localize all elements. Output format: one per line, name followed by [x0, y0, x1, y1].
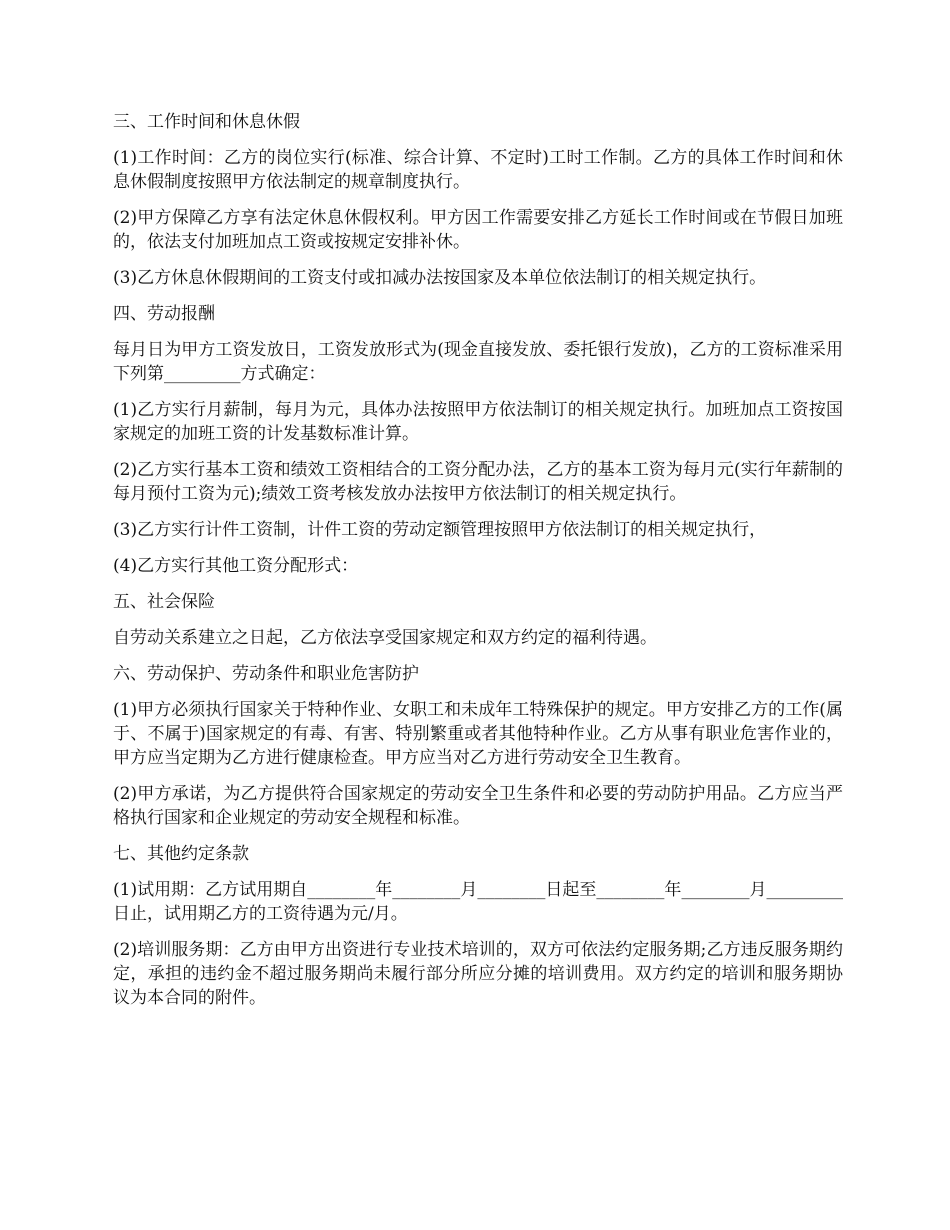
section-heading-remuneration: 四、劳动报酬: [113, 304, 215, 324]
paragraph-remuneration-2: (2)乙方实行基本工资和绩效工资相结合的工资分配办法，乙方的基本工资为每月元(实行年薪制的每月预付工资为元);绩效工资考核发放办法按甲方依法制订的相关规定执行。: [113, 460, 843, 504]
paragraph-probation: (1)试用期：乙方试用期自________年________月________日起至________年________月_________日止，试用期乙方的工资待遇为元/月。: [113, 880, 843, 924]
document-body: [113, 110, 843, 1022]
paragraph-work-hours-1: (1)工作时间：乙方的岗位实行(标准、综合计算、不定时)工时工作制。乙方的具体工作时间和休息休假制度按照甲方依法制定的规章制度执行。: [113, 148, 843, 192]
paragraph-payday: 每月日为甲方工资发放日，工资发放形式为(现金直接发放、委托银行发放)，乙方的工资标准采用下列第_________方式确定：: [113, 340, 843, 384]
paragraph-work-hours-3: (3)乙方休息休假期间的工资支付或扣减办法按国家及本单位依法制订的相关规定执行。: [113, 268, 767, 288]
section-heading-other-terms: 七、其他约定条款: [113, 844, 249, 864]
paragraph-remuneration-3: (3)乙方实行计件工资制，计件工资的劳动定额管理按照甲方依法制订的相关规定执行，: [113, 520, 767, 540]
paragraph-labor-protection-2: (2)甲方承诺，为乙方提供符合国家规定的劳动安全卫生条件和必要的劳动防护用品。乙方应当严格执行国家和企业规定的劳动安全规程和标准。: [113, 784, 843, 828]
paragraph-labor-protection-1: (1)甲方必须执行国家关于特种作业、女职工和未成年工特殊保护的规定。甲方安排乙方的工作(属于、不属于)国家规定的有毒、有害、特别繁重或者其他特种作业。乙方从事有职业危害作业的，甲方应当定期为乙方进行健康检查。甲方应当对乙方进行劳动安全卫生教育。: [113, 700, 843, 768]
section-heading-labor-protection: 六、劳动保护、劳动条件和职业危害防护: [113, 664, 419, 684]
paragraph-remuneration-1: (1)乙方实行月薪制，每月为元，具体办法按照甲方依法制订的相关规定执行。加班加点工资按国家规定的加班工资的计发基数标准计算。: [113, 400, 843, 444]
paragraph-social-insurance: 自劳动关系建立之日起，乙方依法享受国家规定和双方约定的福利待遇。: [113, 628, 657, 648]
paragraph-remuneration-4: (4)乙方实行其他工资分配形式：: [113, 556, 359, 576]
paragraph-training-service: (2)培训服务期：乙方由甲方出资进行专业技术培训的，双方可依法约定服务期;乙方违反服务期约定，承担的违约金不超过服务期尚未履行部分所应分摊的培训费用。双方约定的培训和服务期协议为本合同的附件。: [113, 940, 843, 1008]
section-heading-work-hours: 三、工作时间和休息休假: [113, 112, 300, 132]
paragraph-work-hours-2: (2)甲方保障乙方享有法定休息休假权利。甲方因工作需要安排乙方延长工作时间或在节假日加班的，依法支付加班加点工资或按规定安排补休。: [113, 208, 843, 252]
section-heading-social-insurance: 五、社会保险: [113, 592, 215, 612]
